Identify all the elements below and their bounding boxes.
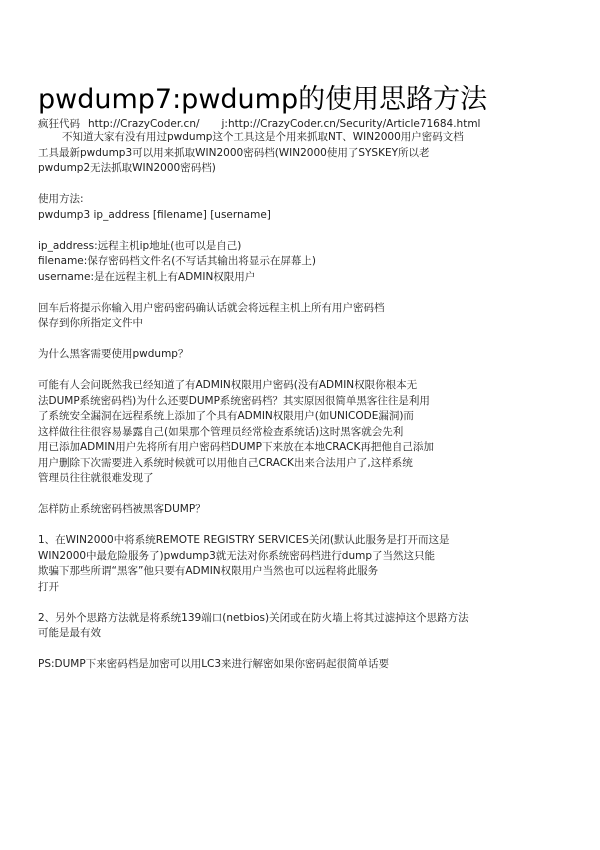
text-line: 1、在WIN2000中将系统REMOTE REGISTRY SERVICES关闭(默认此服务是打开而这是 <box>38 534 450 546</box>
blank-line <box>38 363 558 379</box>
text-line: pwdump3 ip_address [filename] [username] <box>38 208 271 221</box>
text-line: ip_address:远程主机ip地址(也可以是自己) <box>38 239 242 252</box>
text-line: 不知道大家有没有用过pwdump这个工具这是个用来抓取NT、WIN2000用户密码文档 <box>62 131 464 143</box>
text-line: WIN2000中最危险服务了)pwdump3就无法对你系统密码档进行dump了当然这只能 <box>38 549 436 562</box>
text-line: 了系统安全漏洞在远程系统上添加了个具有ADMIN权限用户(如UNICODE漏洞)而 <box>38 410 414 422</box>
site-name: 疯狂代码 <box>38 118 80 130</box>
text-line: 法DUMP系统密码档)为什么还要DUMP系统密码档？其实原因很简单黑客往往是利用 <box>38 394 430 407</box>
text-line: 使用方法: <box>38 193 84 205</box>
text-line: filename:保存密码档文件名(不写话其输出将显示在屏幕上) <box>38 255 316 267</box>
text-line: username:是在远程主机上有ADMIN权限用户 <box>38 270 256 283</box>
section-heading: 怎样防止系统密码档被黑客DUMP？ <box>38 503 206 515</box>
text-line: 用已添加ADMIN用户先将所有用户密码档DUMP下来放在本地CRACK再把他自己添加 <box>38 441 434 453</box>
text-line: 回车后将提示你输入用户密码密码确认话就会将远程主机上所有用户密码档 <box>38 301 385 314</box>
source-line <box>38 117 480 131</box>
text-line: 管理员往往就很难发现了 <box>38 472 154 484</box>
text-line: PS:DUMP下来密码档是加密可以用LC3来进行解密如果你密码起很简单话要 <box>38 658 390 670</box>
text-line: pwdump2无法抓取WIN2000密码档) <box>38 162 216 174</box>
text-line: 用户删除下次需要进入系统时候就可以用他自己CRACK出来合法用户了,这样系统 <box>38 456 413 469</box>
article-body <box>38 130 558 673</box>
blank-line <box>38 223 558 239</box>
text-line: 可能有人会问既然我已经知道了有ADMIN权限用户密码(没有ADMIN权限你根本无 <box>38 379 418 391</box>
blank-line <box>38 177 558 193</box>
blank-line <box>38 518 558 534</box>
site-url: http://CrazyCoder.cn/ <box>88 118 200 130</box>
blank-line <box>38 332 558 348</box>
text-line: 欺骗下那些所谓“黑客”他只要有ADMIN权限用户当然也可以远程将此服务 <box>38 565 379 577</box>
text-line: 2、另外个思路方法就是将系统139端口(netbios)关闭或在防火墙上将其过滤掉这个思路方法 <box>38 611 469 624</box>
blank-line <box>38 285 558 301</box>
blank-line <box>38 595 558 611</box>
text-line: 保存到你所指定文件中 <box>38 317 143 329</box>
text-line: 可能是最有效 <box>38 627 101 639</box>
text-line: 工具最新pwdump3可以用来抓取WIN2000密码档(WIN2000使用了SYSKEY所以老 <box>38 146 430 159</box>
document-title: pwdump7:pwdump的使用思路方法 <box>38 84 488 115</box>
text-line: 打开 <box>38 580 59 593</box>
section-heading: 为什么黑客需要使用pwdump？ <box>38 348 189 360</box>
blank-line <box>38 642 558 658</box>
text-line: 这样做往往很容易暴露自己(如果那个管理员经常检查系统话)这时黑客就会先利 <box>38 425 404 438</box>
article-link: j:http://CrazyCoder.cn/Security/Article71684.html <box>221 118 481 130</box>
blank-line <box>38 487 558 503</box>
